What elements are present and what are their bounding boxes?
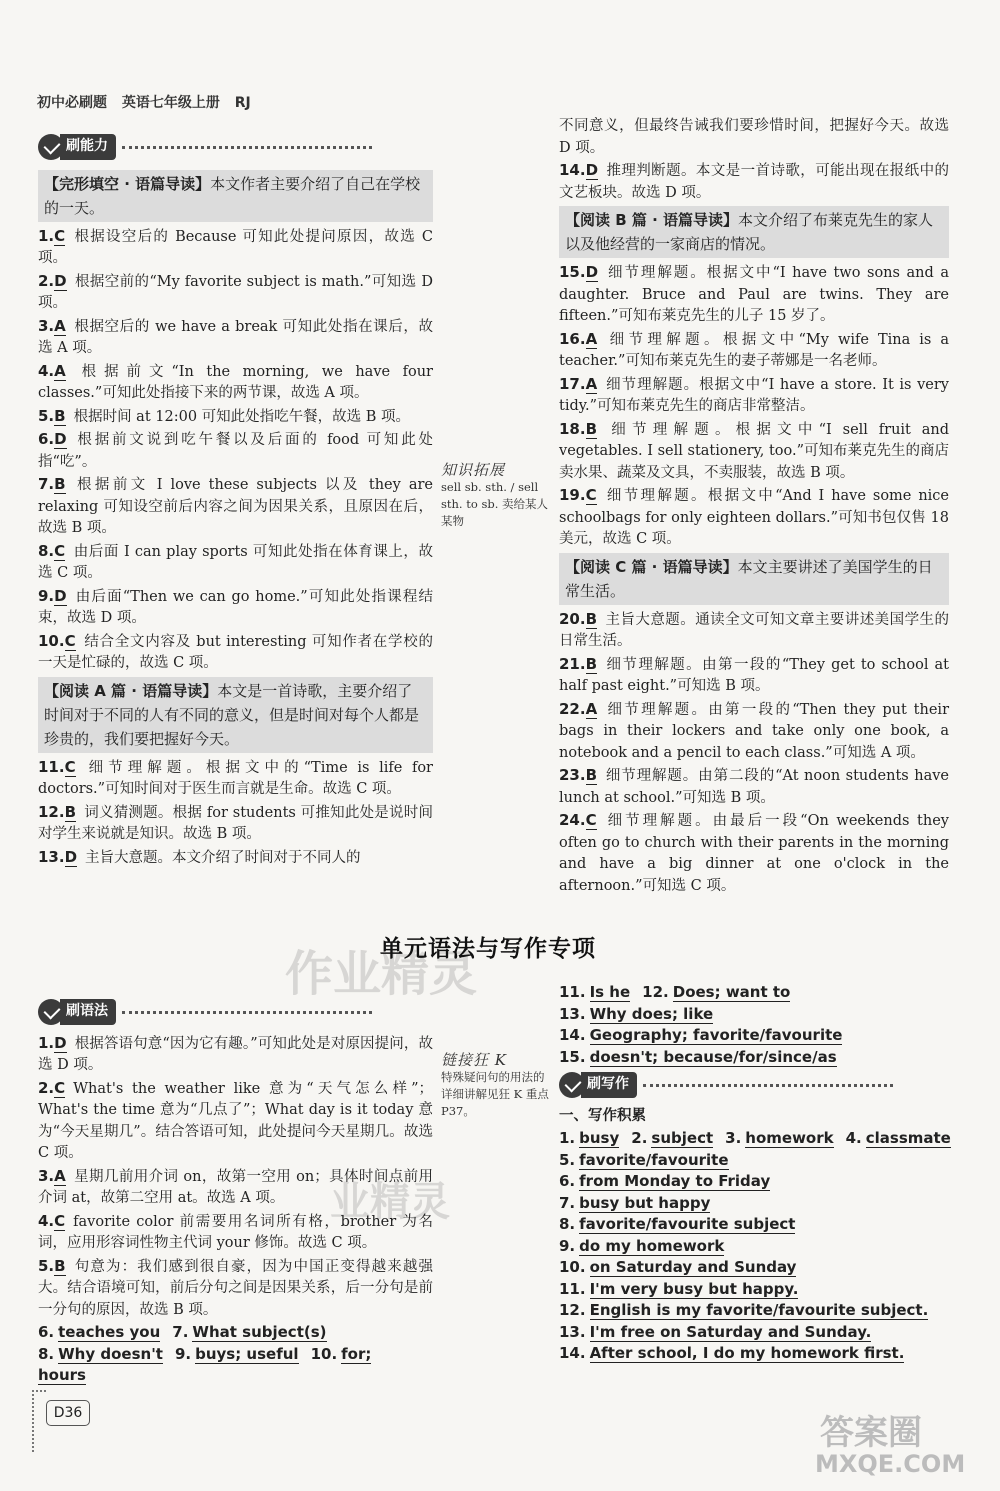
explanation: 根据空后的 we have a break 可知此处指在课后，故选 A 项。 (38, 318, 433, 356)
explanation: 主旨大意题。通读全文可知文章主要讲述美国学生的日常生活。 (559, 611, 949, 649)
item-number: 11. (559, 983, 586, 1001)
explanation: 句意为：我们感到很自豪，因为中国正变得越来越强大。结合语境可知，前后分句之间是因果关系，后一分句是前一分句的原因，故选 B 项。 (38, 1258, 433, 1318)
answer-text: favorite/favourite subject (579, 1215, 796, 1233)
answer-letter: C (64, 757, 76, 776)
explanation: 细节理解题。由第一段的“Then they put their bags in their lockers and take only one book, a notebook and a pencil to each class.”可知选 A 项。 (559, 701, 949, 761)
answer-text: do my homework (579, 1236, 725, 1255)
item-number: 7. (172, 1323, 189, 1341)
answer-text: on Saturday and Sunday (589, 1258, 797, 1276)
guide-reading-a: 【阅读 A 篇 · 语篇导读】本文是一首诗歌，主要介绍了时间对于不同的人有不同的意义，但是时间对每个人都是珍贵的，我们要把握好今天。 (38, 677, 433, 753)
answer-item (559, 329, 949, 373)
answer-letter: C (54, 226, 66, 245)
answer-letter: C (54, 541, 66, 560)
section-title: 单元语法与写作专项 (380, 936, 596, 962)
answer-letter: B (585, 654, 598, 673)
item-number: 5. (559, 1150, 576, 1169)
item-number: 15. (559, 263, 586, 281)
cloze-answers (38, 226, 433, 675)
answer-text: busy (579, 1129, 620, 1147)
guide-cloze: 【完形填空 · 语篇导读】本文作者主要介绍了自己在学校的一天。 (38, 170, 433, 222)
explanation: 细节理解题。根据文中“My wife Tina is a teacher.”可知布莱克先生的妻子蒂娜是一名老师。 (559, 331, 949, 369)
reading-a-answers (38, 757, 433, 870)
explanation: 根据前文 I love these subjects 以及 they are relaxing 可知设空前后内容之间为因果关系，且原因在后，故选 B 项。 (38, 477, 433, 536)
item-number: 11. (38, 757, 65, 776)
writing-item (559, 1300, 949, 1322)
answer-text: Why doesn't (58, 1344, 163, 1363)
item-number: 8. (38, 1344, 55, 1363)
item-number: 2. (631, 1129, 648, 1147)
item-number: 5. (38, 1256, 55, 1275)
pencil-icon (38, 999, 64, 1025)
answer-letter: B (585, 609, 598, 628)
answer-letter: A (585, 374, 598, 393)
answer-text: I'm very busy but happy. (589, 1279, 799, 1298)
explanation: favorite color 前需要用名词所有格，brother 为名词，应用形容词性物主代词 your 修饰。故选 C 项。 (38, 1213, 433, 1251)
answer-text: favorite/favourite (579, 1150, 729, 1169)
writing-item (559, 1236, 949, 1258)
answer-item (559, 609, 949, 653)
guide-reading-b: 【阅读 B 篇 · 语篇导读】本文介绍了布莱克先生的家人以及他经营的一家商店的情况。 (559, 206, 949, 258)
answer-letter: C (585, 486, 597, 504)
reading-c-answers (559, 609, 949, 898)
side-note-link (441, 1052, 551, 1120)
item-number: 10. (38, 631, 65, 650)
item-number: 4. (38, 1211, 55, 1230)
pencil-icon (559, 1072, 585, 1098)
page-number: D36 (46, 1400, 90, 1426)
item-number: 10. (310, 1344, 338, 1363)
answer-item (559, 160, 949, 204)
explanation: 细节理解题。根据文中“I have a store. It is very tidy.”可知布莱克先生的商店非常整洁。 (559, 376, 949, 414)
explanation: 由后面 I can play sports 可知此处指在体育课上，故选 C 项。 (38, 543, 433, 581)
explanation: 根据设空后的 Because 可知此处提问原因，故选 C 项。 (38, 228, 433, 266)
fill-answer (559, 1005, 713, 1023)
fill-answer (38, 1345, 163, 1363)
writing-item (559, 1171, 949, 1193)
side-note-title: 链接狂 K (441, 1051, 507, 1069)
answer-letter: B (64, 802, 77, 821)
item-number: 16. (559, 329, 586, 348)
answer-item (559, 419, 949, 485)
answer-letter: D (54, 586, 67, 605)
explanation: 根据空前的“My favorite subject is math.”可知选 D 项。 (38, 273, 433, 311)
answer-item (38, 586, 433, 630)
left-column-top (38, 130, 433, 870)
side-note-title: 知识拓展 (441, 461, 506, 479)
answer-item (38, 1211, 433, 1255)
answer-item (559, 485, 949, 551)
answer-item (38, 847, 433, 870)
answer-text: for; hours (38, 1344, 372, 1384)
item-number: 7. (559, 1193, 576, 1212)
fill-answer (38, 1323, 160, 1341)
ability-badge: 刷能力 (38, 134, 372, 160)
writing-answers (559, 1150, 949, 1365)
answer-text: busy but happy (579, 1193, 711, 1212)
explanation: 根据时间 at 12:00 可知此处指吃午餐，故选 B 项。 (73, 408, 411, 425)
item-number: 7. (38, 475, 55, 493)
answer-item (38, 316, 433, 360)
answer-item (559, 654, 949, 698)
answer-text: buys; useful (195, 1344, 299, 1363)
item-number: 13. (559, 1004, 586, 1023)
answer-text: Why does; like (589, 1004, 714, 1023)
writing-item (559, 1322, 949, 1344)
explanation: What's the weather like 意为“天气怎么样”；What's the time 意为“几点了”；What day is it today 意为“今天星期几”。结合答语可知，此处提问今天星期几。故选 C 项。 (38, 1080, 433, 1161)
answer-item (38, 361, 433, 405)
answer-text: I'm free on Saturday and Sunday. (589, 1322, 872, 1341)
item-number: 3. (38, 1166, 55, 1185)
answer-text: teaches you (58, 1323, 161, 1341)
running-header (37, 92, 261, 112)
item-number: 12. (38, 802, 65, 821)
item-number: 8. (559, 1215, 576, 1233)
answer-letter: B (54, 1256, 66, 1275)
item-number: 4. (845, 1129, 862, 1147)
item-number: 14. (559, 161, 586, 179)
book-name: 英语七年级上册 (121, 95, 220, 111)
answer-text: Is he (589, 983, 631, 1001)
answer-item (38, 226, 433, 270)
explanation: 推理判断题。本文是一首诗歌，可能出现在报纸中的文艺板块。故选 D 项。 (559, 163, 949, 201)
answer-item (559, 765, 949, 809)
item-number: 11. (559, 1279, 586, 1298)
writing-item (559, 1193, 949, 1215)
writing-item (559, 1257, 949, 1279)
explanation: 细节理解题。根据文中的“Time is life for doctors.”可知时间对于医生而言就是生命。故选 C 项。 (38, 759, 433, 797)
answer-text: Does; want to (672, 983, 791, 1001)
fill-answer (172, 1323, 326, 1341)
side-note-knowledge (441, 462, 551, 530)
reading-a-answers-cont (559, 160, 949, 204)
item-number: 1. (38, 226, 55, 245)
grammar-fill-line (559, 1047, 949, 1069)
explanation: 细节理解题。根据文中“I sell fruit and vegetables. I sell stationery, too.”可知布莱克先生的商店卖水果、蔬菜及文具，不卖服装，故选 B 项。 (559, 421, 950, 481)
answer-letter: D (54, 1033, 67, 1052)
answer-letter: A (54, 316, 66, 335)
explanation: 主旨大意题。本文介绍了时间对于不同人的 (85, 849, 361, 866)
answer-letter: B (54, 406, 66, 425)
answer-item (38, 802, 433, 846)
answer-letter: D (54, 271, 67, 290)
answer-letter: D (585, 263, 599, 281)
fill-answer (642, 983, 790, 1001)
watermark-site: MXQE.COM (815, 1450, 966, 1478)
item-number: 12. (559, 1301, 586, 1319)
answer-item (38, 429, 433, 473)
explanation: 细节理解题。由第二段的“At noon students have lunch at school.”可知选 B 项。 (559, 768, 949, 806)
item-number: 6. (38, 430, 55, 448)
item-number: 9. (559, 1236, 576, 1255)
answer-item (559, 374, 949, 418)
right-column-top (559, 116, 949, 898)
answer-letter: D (54, 430, 67, 448)
answer-letter: C (64, 631, 76, 650)
item-number: 8. (38, 541, 55, 560)
series-name: 初中必刷题 (37, 95, 107, 111)
item-number: 1. (38, 1033, 55, 1052)
answer-letter: A (585, 699, 598, 718)
answer-text: subject (651, 1129, 714, 1147)
answer-item (38, 1256, 433, 1322)
item-number: 10. (559, 1258, 586, 1276)
answer-item (559, 699, 949, 765)
item-number: 4. (38, 361, 55, 380)
explanation: 细节理解题。根据文中“And I have some nice schoolbags for only eighteen dollars.”可知书包仅售 18 美元，故选 C 项。 (559, 488, 949, 547)
explanation: 根据前文说到吃午餐以及后面的 food 可知此处指“吃”。 (38, 432, 433, 470)
item-number: 21. (559, 654, 586, 673)
answer-text: Geography; favorite/favourite (589, 1026, 843, 1044)
explanation: 细节理解题。根据文中“I have two sons and a daughter. Bruce and Paul are twins. They are fifteen.”可知布莱克先生的儿子 15 岁了。 (559, 265, 949, 324)
left-column-bottom (38, 995, 433, 1387)
watermark-logo: 答案圈 (820, 1413, 922, 1453)
item-number: 23. (559, 766, 586, 784)
explanation: 细节理解题。由最后一段“On weekends they often go to church with their parents in the morning and have a big dinner at one o'clock in the afternoon.”可知选 C 项。 (559, 813, 949, 894)
grammar-badge: 刷语法 (38, 999, 372, 1025)
writing-item (559, 1279, 949, 1301)
explanation: 细节理解题。由第一段的“They get to school at half past eight.”可知选 B 项。 (559, 656, 949, 694)
explanation: 结合全文内容及 but interesting 可知作者在学校的一天是忙碌的，故选 C 项。 (38, 633, 433, 671)
fill-answer (725, 1129, 833, 1147)
writing-title: 一、写作积累 (559, 1107, 646, 1124)
writing-badge: 刷写作 (559, 1072, 893, 1098)
item-number: 9. (38, 586, 55, 605)
item-number: 2. (38, 1078, 55, 1097)
item-number: 2. (38, 271, 55, 290)
answer-letter: C (585, 811, 597, 829)
fill-answer (559, 1129, 619, 1147)
explanation: 词义猜测题。根据 for students 可推知此处是说时间对学生来说就是知识。故选 B 项。 (38, 804, 433, 842)
side-note-text: 特殊疑问句的用法的详细讲解见狂 K 重点 P37。 (441, 1070, 549, 1118)
answer-letter: A (54, 361, 66, 380)
answer-text: After school, I do my homework first. (589, 1344, 905, 1362)
page-corner-decoration (32, 1390, 46, 1452)
explanation: 由后面“Then we can go home.”可知此处指课程结束，故选 D 项。 (38, 588, 433, 626)
explanation: 星期几前用介词 on，故第一空用 on；具体时间点前用介词 at，故第二空用 at。故选 A 项。 (38, 1168, 433, 1206)
item-number: 19. (559, 486, 586, 504)
answer-item (38, 271, 433, 315)
grammar-fill-line (38, 1344, 433, 1387)
answer-text: English is my favorite/favourite subject. (589, 1301, 929, 1319)
fill-answer (846, 1129, 951, 1147)
answer-letter: B (585, 419, 598, 438)
answer-item (559, 262, 949, 328)
answer-text: What subject(s) (192, 1323, 327, 1341)
answer-item (38, 1033, 433, 1077)
item-number: 17. (559, 374, 586, 393)
item-number: 12. (642, 983, 669, 1001)
item-number: 3. (38, 316, 55, 335)
fill-answer (559, 1048, 837, 1066)
guide-reading-c: 【阅读 C 篇 · 语篇导读】本文主要讲述了美国学生的日常生活。 (559, 553, 949, 605)
item-number: 13. (38, 847, 65, 866)
answer-text: from Monday to Friday (579, 1172, 771, 1190)
grammar-fill-line (559, 982, 949, 1004)
answer-letter: A (585, 329, 598, 348)
answer-letter: C (54, 1211, 66, 1230)
item-number: 6. (559, 1172, 576, 1190)
answer-item (38, 1078, 433, 1165)
answer-text: homework (745, 1129, 834, 1147)
item-number: 1. (559, 1129, 576, 1147)
item-number: 5. (38, 406, 55, 425)
item-number: 9. (174, 1344, 192, 1363)
right-column-bottom (559, 982, 949, 1365)
writing-item (559, 1343, 949, 1365)
explanation: 根据前文“In the morning, we have four classes.”可知此处指接下来的两节课，故选 A 项。 (38, 363, 433, 401)
answer-item (38, 1166, 433, 1210)
writing-item (559, 1214, 949, 1236)
answer-letter: B (54, 475, 66, 493)
answer-item (38, 474, 433, 540)
answer-text: doesn't; because/for/since/as (589, 1047, 837, 1066)
grammar-fill-line (559, 1025, 949, 1047)
pencil-icon (38, 134, 64, 160)
faint-watermark-2: 业精灵 (330, 1179, 450, 1225)
grammar-fill-line (38, 1322, 433, 1344)
faint-watermark: 作业精灵 (285, 946, 478, 1002)
answer-item (38, 541, 433, 585)
item-number: 18. (559, 419, 586, 438)
item-number: 6. (38, 1323, 55, 1341)
item-number: 24. (559, 811, 586, 829)
side-note-text: sell sb. sth. / sell sth. to sb. 卖给某人某物 (441, 480, 549, 528)
grammar-fill-line (559, 1004, 949, 1026)
writing-line (559, 1128, 949, 1150)
answer-text: classmate (865, 1129, 951, 1147)
item-number: 13. (559, 1322, 586, 1341)
explanation: 根据答语句意“因为它有趣。”可知此处是对原因提问，故选 D 项。 (38, 1035, 433, 1073)
answer-item (559, 810, 949, 897)
item-number: 14. (559, 1344, 586, 1362)
continued-text: 不同意义，但最终告诫我们要珍惜时间，把握好今天。故选 D 项。 (559, 118, 949, 156)
fill-answer (559, 983, 630, 1001)
edition: RJ (234, 95, 251, 111)
answer-letter: D (585, 161, 599, 179)
answer-letter: B (585, 766, 598, 784)
answer-item (38, 631, 433, 675)
grammar-answers (38, 1033, 433, 1322)
reading-b-answers (559, 262, 949, 551)
answer-letter: A (54, 1166, 66, 1185)
fill-answer (559, 1026, 842, 1044)
item-number: 20. (559, 609, 586, 628)
item-number: 3. (725, 1129, 742, 1147)
answer-item (38, 406, 433, 429)
fill-answer (175, 1345, 299, 1363)
item-number: 15. (559, 1047, 586, 1066)
answer-letter: C (54, 1078, 66, 1097)
fill-answer (631, 1129, 713, 1147)
answer-letter: D (64, 847, 78, 866)
item-number: 14. (559, 1026, 586, 1044)
answer-item (38, 757, 433, 801)
item-number: 22. (559, 699, 586, 718)
writing-item (559, 1150, 949, 1172)
